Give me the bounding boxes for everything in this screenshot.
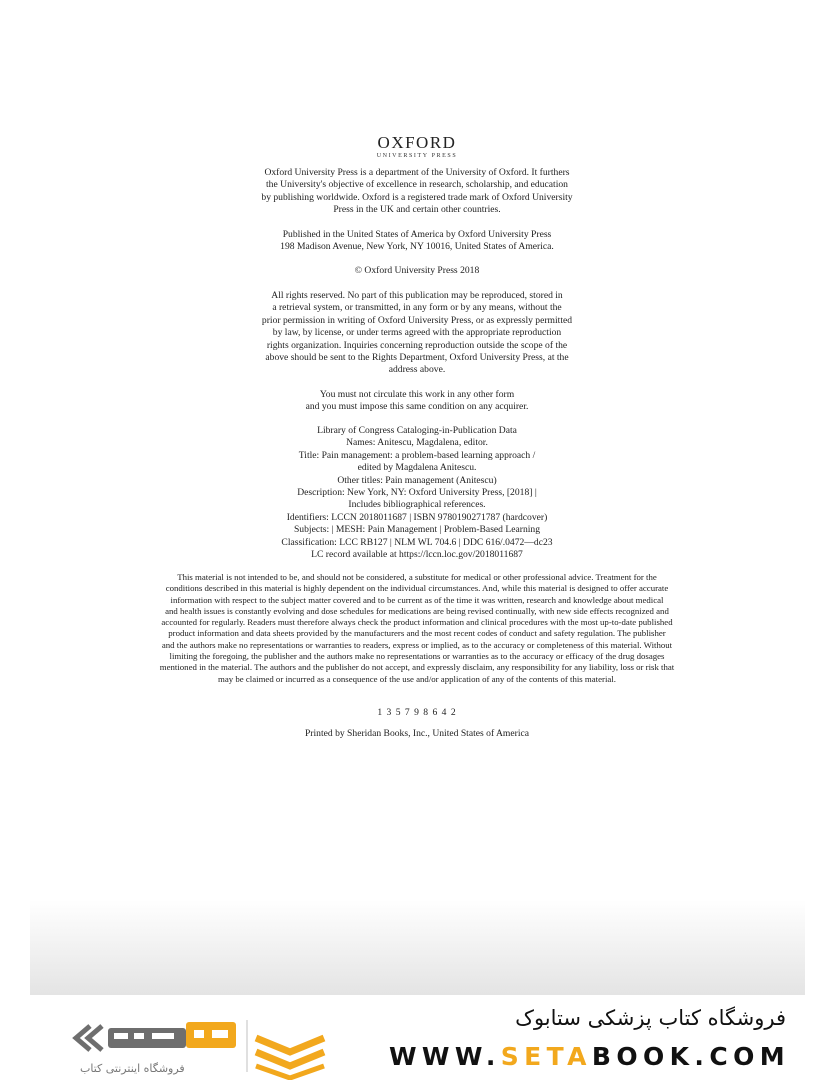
text-line: Classification: LCC RB127 | NLM WL 704.6 | DDC 616/.0472—dc23 — [281, 536, 553, 548]
text-line: and you must impose this same condition on any acquirer. — [305, 401, 529, 413]
text-line: conditions described in this material is highly dependent on the individual circumstances. And, while this material is designed to offer accurate — [165, 583, 669, 594]
text-line: above should be sent to the Rights Department, Oxford University Press, at the — [265, 352, 569, 364]
website-url[interactable] — [389, 1042, 790, 1071]
oxford-logo-name: OXFORD — [377, 133, 457, 152]
text-line: limiting the foregoing, the publisher and the authors make no representations or warranties as to the accuracy or efficacy of the drug dosages — [169, 651, 665, 662]
text-line: the University's objective of excellence in research, scholarship, and education — [266, 179, 568, 191]
text-line: 1 3 5 7 9 8 6 4 2 — [377, 707, 457, 718]
text-line: Identifiers: LCCN 2018011687 | ISBN 9780190271787 (hardcover) — [286, 511, 548, 523]
text-line: Press in the UK and certain other countries. — [333, 204, 501, 216]
text-line: information with respect to the subject matter covered and to be current as of the time it was written, research and knowledge about medical — [170, 594, 664, 605]
text-line: edited by Magdalena Anitescu. — [357, 462, 477, 474]
brand-subtitle: فروشگاه اینترنتی کتاب — [80, 1062, 185, 1075]
rights-paragraph — [0, 290, 834, 377]
text-line: Published in the United States of America by Oxford University Press — [282, 229, 552, 240]
text-line: Title: Pain management: a problem-based learning approach / — [298, 449, 536, 461]
wordmark-accent — [186, 1022, 236, 1048]
intro-paragraph — [0, 167, 834, 217]
store-title: فروشگاه کتاب پزشکی ستابوک — [515, 1006, 786, 1030]
text-line: a retrieval system, or transmitted, in any form or by any means, without the — [272, 302, 562, 314]
text-line: This material is not intended to be, and should not be considered, a substitute for medical or other professional advice. Treatment for the — [177, 572, 657, 582]
text-line: accounted for regularly. Readers must therefore always check the product information and clinical procedures with the most up-to-date published — [161, 617, 673, 628]
text-line: by publishing worldwide. Oxford is a registered trade mark of Oxford University — [261, 191, 573, 203]
printed-by — [0, 728, 834, 740]
oxford-logo-subtitle: UNIVERSITY PRESS — [376, 153, 458, 159]
website-suffix: BOOK.COM — [591, 1042, 790, 1071]
text-line: Other titles: Pain management (Anitescu) — [337, 474, 497, 486]
text-line: You must not circulate this work in any other form — [319, 389, 515, 400]
text-line: © Oxford University Press 2018 — [354, 265, 480, 276]
website-accent: SETA — [500, 1042, 592, 1071]
text-line: Names: Anitescu, Magdalena, editor. — [346, 437, 488, 449]
circulate-paragraph — [0, 389, 834, 414]
text-line: Subjects: | MESH: Pain Management | Problem-Based Learning — [293, 524, 541, 536]
medical-disclaimer — [100, 572, 734, 685]
text-line: prior permission in writing of Oxford University Press, or as expressly permitted — [261, 314, 573, 326]
print-run-numbers — [0, 707, 834, 719]
chevron-left-icon — [88, 1026, 102, 1050]
text-line: LC record available at https://lccn.loc.gov/2018011687 — [311, 549, 523, 561]
book-chevron-icon — [256, 1038, 324, 1052]
page-shadow — [30, 900, 805, 995]
text-line: mentioned in the material. The authors and the publisher do not accept, and expressly disclaim, any responsibility for any liability, loss or risk that — [159, 662, 675, 673]
text-line: and health issues is constantly evolving and dose schedules for medications are being revised continually, with new side effects recognized and — [165, 605, 669, 616]
text-line: Includes bibliographical references. — [348, 499, 486, 511]
text-line: Description: New York, NY: Oxford University Press, [2018] | — [297, 487, 537, 499]
text-line: and the authors make no representations or warranties to readers, express or implied, as to the accuracy or completeness of this material. Without — [161, 639, 673, 650]
text-line: by law, by license, or under terms agreed with the appropriate reproduction — [272, 327, 562, 339]
text-line: Library of Congress Cataloging-in-Publication Data — [317, 425, 517, 436]
text-line: product information and data sheets provided by the manufacturers and the most recent codes of conduct and safety regulation. The publisher — [168, 628, 666, 639]
text-line: Printed by Sheridan Books, Inc., United States of America — [304, 728, 530, 739]
text-line: may be claimed or incurred as a consequence of the use and/or application of any of the contents of this material. — [218, 673, 616, 684]
text-line: 198 Madison Avenue, New York, NY 10016, United States of America. — [280, 241, 554, 253]
published-paragraph — [0, 229, 834, 254]
text-line: Oxford University Press is a department of the University of Oxford. It furthers — [264, 167, 570, 178]
cataloging-data — [0, 425, 834, 561]
oxford-logo — [0, 134, 834, 159]
copyright-line — [0, 265, 834, 277]
text-line: All rights reserved. No part of this publication may be reproduced, stored in — [271, 290, 563, 301]
text-line: address above. — [388, 364, 446, 376]
website-prefix: WWW. — [388, 1042, 501, 1071]
text-line: rights organization. Inquiries concerning reproduction outside the scope of the — [266, 339, 568, 351]
